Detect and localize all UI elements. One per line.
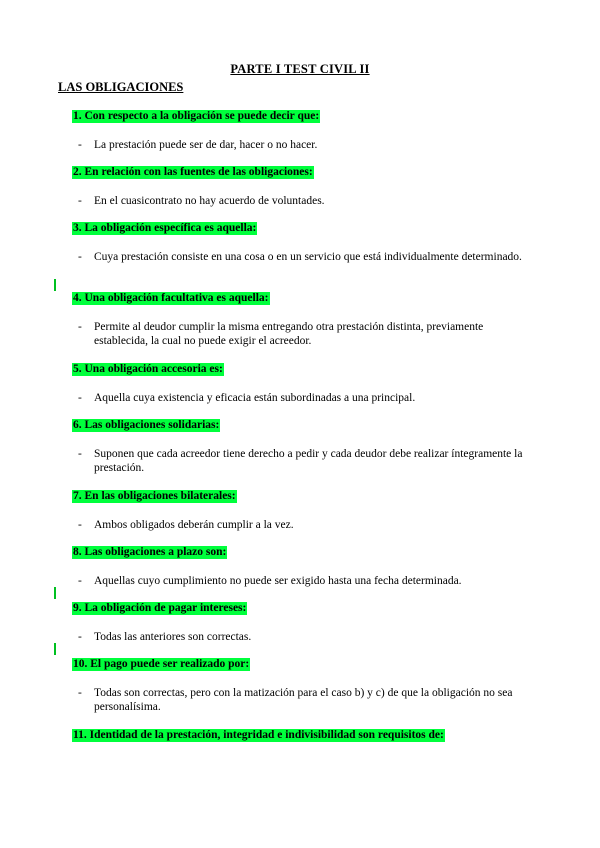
question-10: 10. El pago puede ser realizado por: bbox=[73, 658, 250, 670]
answer-4: - Permite al deudor cumplir la misma entregando otra prestación distinta, previamente establecida, la cual no puede exigir el acreedor. bbox=[78, 321, 484, 347]
document-title: PARTE I TEST CIVIL II bbox=[230, 62, 370, 76]
question-8: 8. Las obligaciones a plazo son: bbox=[73, 546, 227, 558]
answer-5: - Aquella cuya existencia y eficacia están subordinadas a una principal. bbox=[78, 392, 416, 404]
question-11: 11. Identidad de la prestación, integridad e indivisibilidad son requisitos de: bbox=[73, 729, 444, 741]
question-4: 4. Una obligación facultativa es aquella: bbox=[73, 292, 269, 304]
question-1: 1. Con respecto a la obligación se puede decir que: bbox=[73, 110, 320, 122]
answer-10: - Todas son correctas, pero con la matización para el caso b) y c) de que la obligación no sea personalísima. bbox=[78, 687, 513, 713]
answer-7: - Ambos obligados deberán cumplir a la vez. bbox=[78, 519, 294, 531]
question-6: 6. Las obligaciones solidarias: bbox=[73, 419, 220, 431]
answer-3: - Cuya prestación consiste en una cosa o en un servicio que está individualmente determinado. bbox=[78, 251, 522, 263]
margin-mark bbox=[54, 643, 56, 655]
answer-2: - En el cuasicontrato no hay acuerdo de voluntades. bbox=[78, 195, 325, 207]
answer-9: - Todas las anteriores son correctas. bbox=[78, 631, 252, 643]
margin-mark bbox=[54, 279, 56, 291]
question-2: 2. En relación con las fuentes de las obligaciones: bbox=[73, 166, 313, 178]
question-7: 7. En las obligaciones bilaterales: bbox=[73, 490, 236, 502]
answer-8: - Aquellas cuyo cumplimiento no puede ser exigido hasta una fecha determinada. bbox=[78, 575, 462, 587]
question-9: 9. La obligación de pagar intereses: bbox=[73, 602, 247, 614]
answer-6: - Suponen que cada acreedor tiene derecho a pedir y cada deudor debe realizar íntegramente la prestación. bbox=[78, 448, 523, 474]
margin-mark bbox=[54, 587, 56, 599]
answer-1: - La prestación puede ser de dar, hacer o no hacer. bbox=[78, 139, 318, 151]
question-5: 5. Una obligación accesoria es: bbox=[73, 363, 223, 375]
section-heading: LAS OBLIGACIONES bbox=[58, 80, 184, 94]
question-3: 3. La obligación específica es aquella: bbox=[73, 222, 257, 234]
